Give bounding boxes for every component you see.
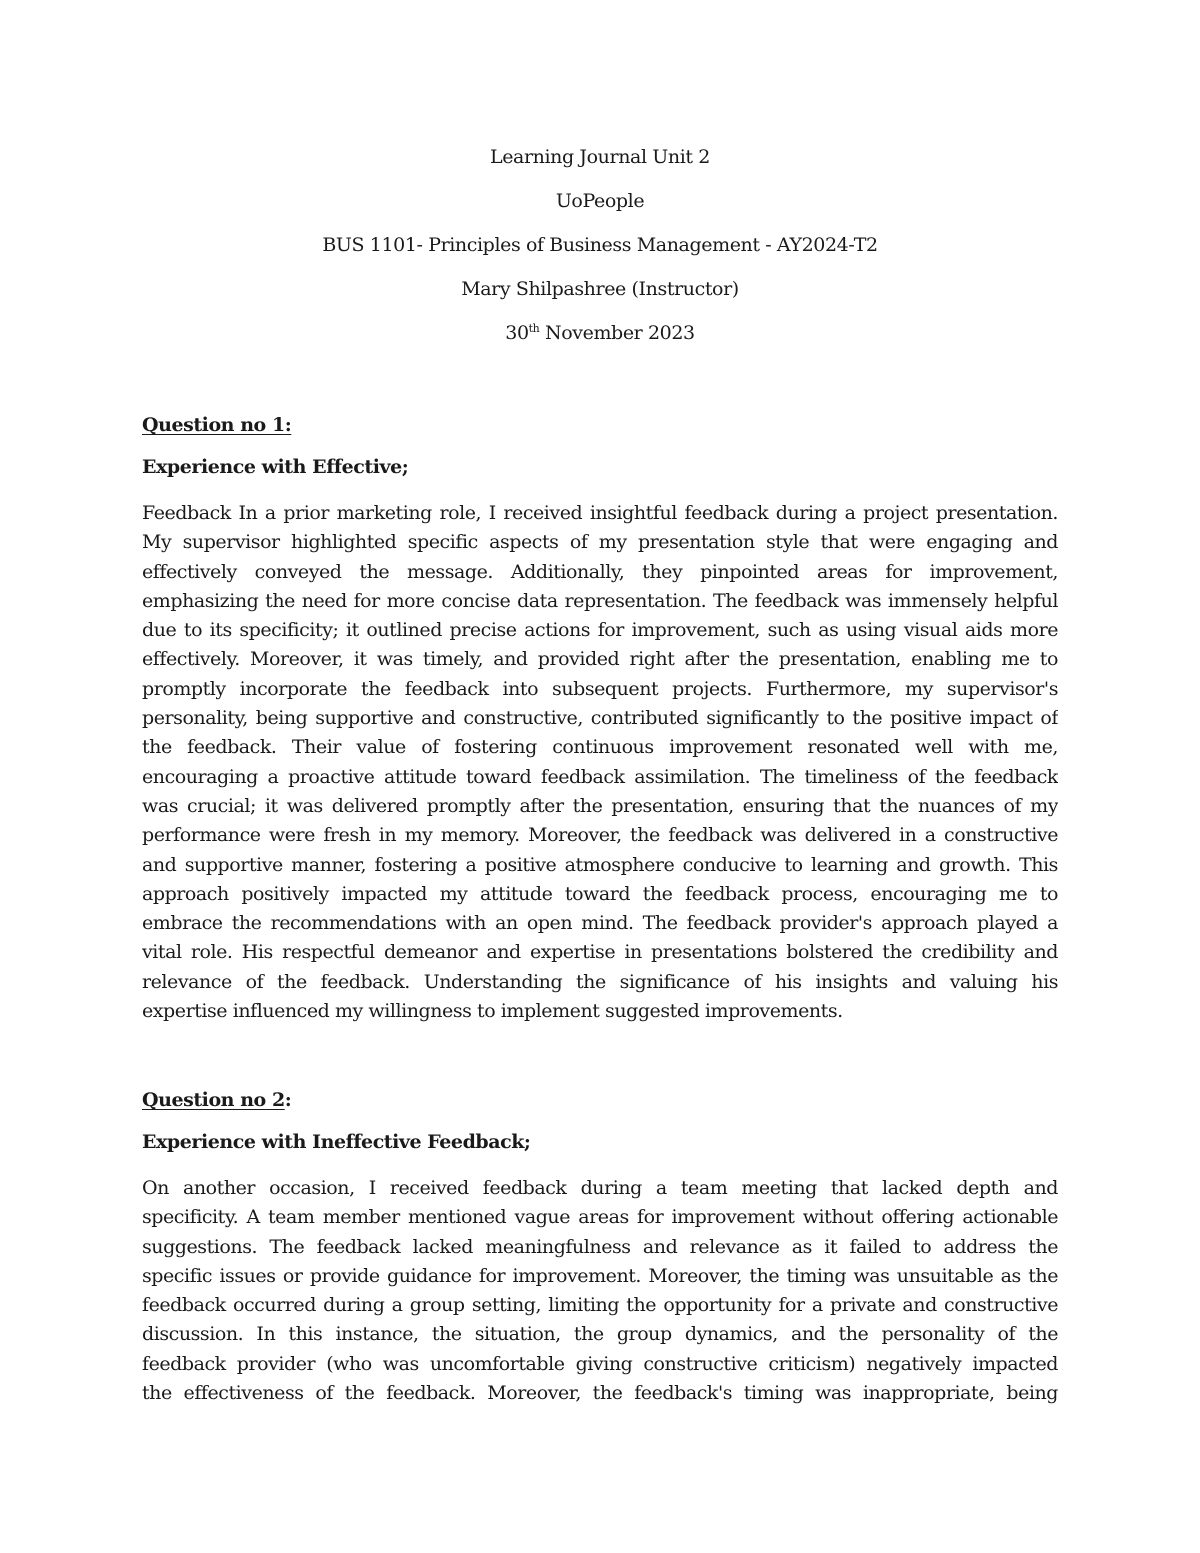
paragraph-line: feedback occurred during a group setting, limiting the opportunity for a private and constructive [142,1294,1058,1317]
paragraph-line: performance were fresh in my memory. Moreover, the feedback was delivered in a constructive [142,824,1058,847]
question-1-section [142,413,1058,1026]
question-2-paragraph [142,1174,1058,1408]
paragraph-line: On another occasion, I received feedback during a team meeting that lacked depth and [142,1177,1058,1199]
paragraph-line: specificity. A team member mentioned vague areas for improvement without offering actionable [142,1206,1058,1229]
title-block [0,140,1200,360]
question-1-subheading: Experience with Effective; [142,456,409,478]
question-1-paragraph [142,499,1058,1026]
date-day: 30 [505,322,529,344]
question-1-colon: : [284,414,292,436]
question-2-section [142,1088,1058,1408]
paragraph-line: effectively. Moreover, it was timely, and provided right after the presentation, enabling me to [142,648,1058,671]
paragraph-line: due to its specificity; it outlined precise actions for improvement, such as using visual aids more [142,619,1058,642]
question-1-heading [142,413,1058,437]
paragraph-line: promptly incorporate the feedback into subsequent projects. Furthermore, my supervisor's [142,677,1058,700]
paragraph-line: vital role. His respectful demeanor and expertise in presentations bolstered the credibility and [142,941,1058,964]
date-rest: November 2023 [539,322,695,344]
paragraph-line: personality, being supportive and constructive, contributed significantly to the positive impact of [142,707,1058,730]
paragraph-line: encouraging a proactive attitude toward feedback assimilation. The timeliness of the feedback [142,765,1058,788]
paragraph-line: embrace the recommendations with an open mind. The feedback provider's approach played a [142,912,1058,935]
paragraph-line: and supportive manner, fostering a positive atmosphere conducive to learning and growth. This [142,853,1058,876]
paragraph-line: Feedback In a prior marketing role, I received insightful feedback during a project presentation. [142,502,1058,524]
paragraph-line: specific issues or provide guidance for improvement. Moreover, the timing was unsuitable as the [142,1264,1058,1287]
paragraph-line: My supervisor highlighted specific aspects of my presentation style that were engaging and [142,531,1058,554]
paragraph-line: suggestions. The feedback lacked meaningfulness and relevance as it failed to address the [142,1235,1058,1258]
document-title: Learning Journal Unit 2 [490,146,710,168]
paragraph-line: effectively conveyed the message. Additionally, they pinpointed areas for improvement, [142,560,1058,583]
paragraph-line: expertise influenced my willingness to implement suggested improvements. [142,1000,843,1023]
paragraph-line: was crucial; it was delivered promptly after the presentation, ensuring that the nuances of my [142,794,1058,817]
paragraph-line: feedback provider (who was uncomfortable giving constructive criticism) negatively impacted [142,1352,1058,1375]
instructor-name: Mary Shilpashree (Instructor) [461,278,739,300]
question-1-label: Question no 1 [142,414,285,436]
document-date [0,316,1200,360]
question-2-label: Question no 2 [142,1089,285,1111]
paragraph-line: approach positively impacted my attitude toward the feedback process, encouraging me to [142,882,1058,905]
institution-name: UoPeople [555,190,645,212]
paragraph-line: the feedback. Their value of fostering continuous improvement resonated well with me, [142,736,1058,759]
paragraph-line: the effectiveness of the feedback. Moreover, the feedback's timing was inappropriate, being [142,1382,1058,1405]
date-suffix: th [528,322,540,335]
paragraph-line: discussion. In this instance, the situation, the group dynamics, and the personality of the [142,1323,1058,1346]
question-2-subheading: Experience with Ineffective Feedback; [142,1131,531,1153]
paragraph-line: relevance of the feedback. Understanding the significance of his insights and valuing his [142,970,1058,993]
question-2-heading [142,1088,1058,1112]
question-2-colon: : [284,1089,292,1111]
course-name: BUS 1101- Principles of Business Management - AY2024-T2 [322,234,878,256]
paragraph-line: emphasizing the need for more concise data representation. The feedback was immensely helpful [142,589,1058,612]
